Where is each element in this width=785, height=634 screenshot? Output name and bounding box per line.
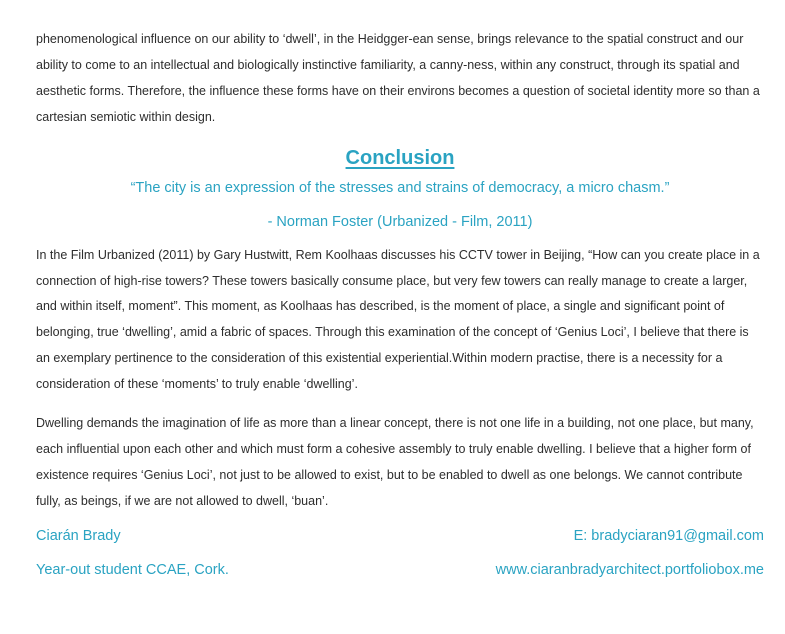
footer-row-1	[36, 528, 764, 544]
document-body	[36, 27, 764, 515]
quote-attribution: - Norman Foster (Urbanized - Film, 2011)	[267, 213, 533, 230]
body-paragraph-3: Dwelling demands the imagination of life as more than a linear concept, there is not one life in a building, not one place, but many, each influential upon each other and which must form a cohesive assembly to truly enable dwelling. I believe that a higher form of existence requires ‘Genius Loci’, not just to be allowed to exist, but to be enabled to dwell as one belongs. We cannot contribute fully, as beings, if we are not allowed to dwell, ‘buan’.	[36, 416, 754, 508]
conclusion-heading: Conclusion	[345, 146, 455, 169]
author-role: Year-out student CCAE, Cork.	[36, 562, 229, 578]
body-paragraph-2: In the Film Urbanized (2011) by Gary Hustwitt, Rem Koolhaas discusses his CCTV tower in Beijing, “How can you create place in a connection of high-rise towers? These towers basically consume place, but very few towers can really manage to create a larger, and within itself, moment”. This moment, as Koolhaas has described, is the moment of place, a single and significant point of belonging, true ‘dwelling’, amid a fabric of spaces. Through this examination of the concept of ‘Genius Loci’, I believe that there is an exemplary pertinence to the consideration of this existential experiential.Within modern practise, there is a necessity for a consideration of these ‘moments’ to truly enable ‘dwelling’.	[36, 247, 760, 392]
intro-paragraph: phenomenological influence on our ability to ‘dwell’, in the Heidgger-ean sense, brings relevance to the spatial construct and our ability to come to an intellectual and biologically instinctive familiarity, a canny-ness, within any construct, through its spatial and aesthetic forms. Therefore, the influence these forms have on their environs becomes a question of societal identity more so than a cartesian semiotic within design.	[36, 32, 760, 124]
conclusion-quote: “The city is an expression of the stresses and strains of democracy, a micro chasm.”	[130, 179, 670, 196]
portfolio-website-link[interactable]: www.ciaranbradyarchitect.portfoliobox.me	[495, 562, 764, 578]
author-name: Ciarán Brady	[36, 528, 121, 544]
footer-row-2	[36, 562, 764, 578]
author-email-link[interactable]: E: bradyciaran91@gmail.com	[573, 528, 764, 544]
